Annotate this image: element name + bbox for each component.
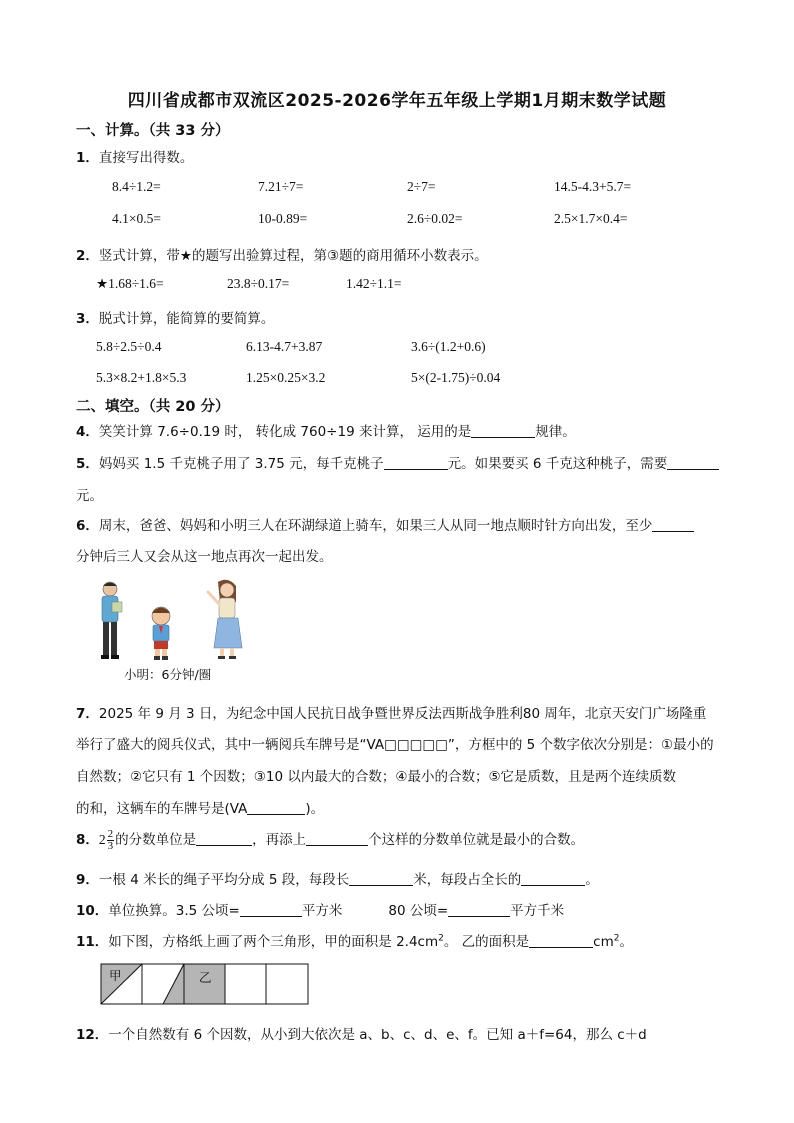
answer-blank[interactable] (529, 933, 593, 948)
question-9 (76, 868, 599, 888)
answer-blank[interactable] (652, 517, 694, 532)
oral-calc: 2÷7= (407, 179, 436, 194)
oral-calc: 2.5×1.7×0.4= (554, 211, 628, 226)
oral-calc: 4.1×0.5= (112, 211, 161, 226)
oral-calc: 8.4÷1.2= (112, 179, 161, 194)
step-calc: 3.6÷(1.2+0.6) (411, 339, 486, 354)
question-text: 一根 4 米长的绳子平均分成 5 段，每段长 (98, 872, 350, 888)
question-7-line2: 举行了盛大的阅兵仪式，其中一辆阅兵车牌号是“VA□□□□□”，方框中的 5 个数字依次分别是：①最小的 (76, 737, 714, 753)
question-3 (76, 307, 274, 327)
question-11 (76, 930, 633, 950)
answer-blank[interactable] (349, 871, 413, 886)
answer-blank[interactable] (247, 800, 305, 815)
question-text: 元。如果要买 6 千克这种桃子，需要 (447, 456, 668, 472)
question-7-line4 (76, 797, 324, 817)
vertical-calc: ★1.68÷1.6= (96, 276, 164, 291)
question-12 (76, 1023, 647, 1043)
answer-blank[interactable] (448, 902, 510, 917)
question-number: 11． (76, 934, 109, 950)
fraction-numerator: 2 (107, 827, 114, 840)
step-calc: 5.3×8.2+1.8×5.3 (96, 370, 187, 385)
step-calc: 1.25×0.25×3.2 (246, 370, 326, 385)
question-text: 妈妈买 1.5 千克桃子用了 3.75 元，每千克桃子 (98, 456, 384, 472)
question-text: 平方米 (301, 903, 343, 919)
question-number: 1． (76, 150, 99, 166)
answer-blank[interactable] (471, 423, 535, 438)
question-text: 。 乙的面积是 (443, 934, 530, 950)
section-heading-1: 一、计算。（共 33 分） (76, 123, 230, 139)
question-5 (76, 452, 719, 472)
question-text: 米，每段占全长的 (413, 872, 522, 888)
question-6 (76, 514, 694, 534)
question-text: 单位换算。3.5 公顷= (108, 903, 240, 919)
oral-calc: 2.6÷0.02= (407, 211, 463, 226)
figure-caption: 小明：6分钟/圈 (124, 667, 212, 682)
question-number: 8． (76, 832, 99, 848)
answer-blank[interactable] (384, 455, 448, 470)
superscript: 2 (438, 933, 444, 944)
triangle-yi-shape (163, 964, 225, 1004)
answer-blank[interactable] (667, 455, 719, 470)
question-text: ，再添上 (252, 832, 307, 848)
fraction-denominator: 3 (107, 839, 114, 852)
question-number: 2． (76, 248, 99, 264)
question-text: 80 公顷= (388, 903, 449, 919)
question-number: 6． (76, 518, 99, 534)
vertical-calc: 23.8÷0.17= (227, 276, 290, 291)
question-text: 。 (619, 934, 633, 950)
fraction (107, 829, 115, 852)
answer-blank[interactable] (240, 902, 302, 917)
question-10 (76, 899, 564, 919)
question-7-line3: 自然数；②它只有 1 个因数；③10 以内最大的合数；④最小的合数；⑤它是质数，且是两个连续质数 (76, 769, 677, 785)
superscript: 2 (613, 933, 620, 944)
question-text: 脱式计算，能简算的要简算。 (98, 311, 275, 327)
question-number: 9． (76, 872, 99, 888)
question-text: 一个自然数有 6 个因数，从小到大依次是 a、b、c、d、e、f。已知 a＋f=64，那么 c＋d (108, 1027, 647, 1043)
question-4 (76, 420, 576, 440)
label-jia: 甲 (109, 968, 122, 983)
section-heading-2: 二、填空。（共 20 分） (76, 399, 230, 415)
question-5-cont: 元。 (76, 488, 103, 504)
question-text: 规律。 (535, 424, 576, 440)
answer-blank[interactable] (306, 831, 368, 846)
father-figure-icon (101, 582, 122, 659)
mixed-number-whole: 2 (98, 832, 106, 847)
question-1 (76, 146, 193, 166)
step-calc: 6.13-4.7+3.87 (246, 339, 323, 354)
question-text: 个这样的分数单位就是最小的合数。 (368, 832, 585, 848)
question-7 (76, 702, 706, 722)
question-text: 。 (585, 872, 599, 888)
question-number: 4． (76, 424, 99, 440)
question-number: 3． (76, 311, 99, 327)
question-6-cont: 分钟后三人又会从这一地点再次一起出发。 (76, 549, 333, 565)
mother-figure-icon (208, 580, 242, 659)
answer-blank[interactable] (196, 831, 252, 846)
label-yi: 乙 (199, 970, 212, 985)
question-text: cm (593, 934, 614, 950)
question-text: 竖式计算，带★的题写出验算过程，第③题的商用循环小数表示。 (98, 248, 488, 264)
step-calc: 5×(2-1.75)÷0.04 (411, 370, 501, 385)
page-title: 四川省成都市双流区2025-2026学年五年级上学期1月期末数学试题 (127, 91, 667, 111)
question-8 (76, 828, 584, 852)
question-text: )。 (305, 801, 325, 817)
question-number: 12． (76, 1027, 109, 1043)
question-2 (76, 244, 488, 264)
family-illustration (96, 578, 256, 662)
answer-blank[interactable] (521, 871, 585, 886)
question-text: 平方千米 (510, 903, 565, 919)
question-text: 2025 年 9 月 3 日，为纪念中国人民抗日战争暨世界反法西斯战争胜利80 周年，北京天安门广场隆重 (98, 706, 707, 722)
vertical-calc: 1.42÷1.1= (346, 276, 402, 291)
oral-calc: 14.5-4.3+5.7= (554, 179, 632, 194)
question-text: 笑笑计算 7.6÷0.19 时， 转化成 760÷19 来计算， 运用的是 (98, 424, 472, 440)
question-text: 的和，这辆车的车牌号是(VA (76, 801, 248, 817)
question-text: 周末，爸爸、妈妈和小明三人在环湖绿道上骑车，如果三人从同一地点顺时针方向出发，至少 (98, 518, 653, 534)
question-text: 直接写出得数。 (98, 150, 194, 166)
question-number: 7． (76, 706, 99, 722)
oral-calc: 7.21÷7= (258, 179, 304, 194)
question-number: 10． (76, 903, 109, 919)
question-text: 的分数单位是 (115, 832, 197, 848)
step-calc: 5.8÷2.5÷0.4 (96, 339, 162, 354)
question-text: 如下图，方格纸上画了两个三角形，甲的面积是 2.4cm (108, 934, 439, 950)
oral-calc: 10-0.89= (258, 211, 308, 226)
question-number: 5． (76, 456, 99, 472)
xiaoming-figure-icon (152, 607, 170, 660)
